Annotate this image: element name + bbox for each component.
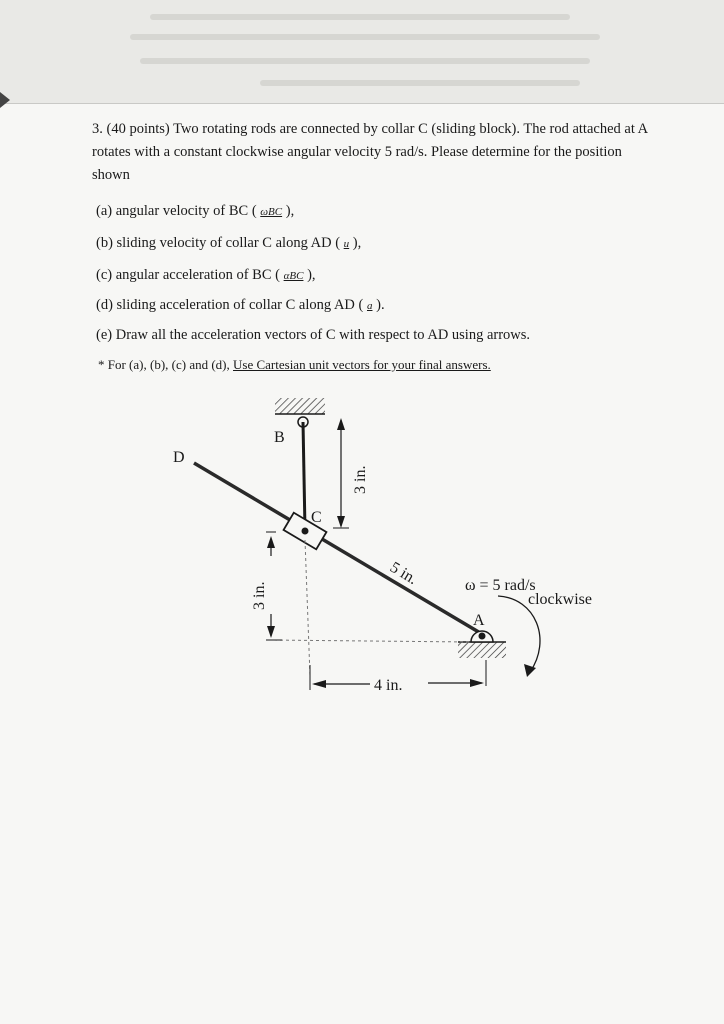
dashed-vertical-guide: [305, 540, 310, 676]
part-d-text: (d) sliding acceleration of collar C along AD (: [96, 297, 367, 313]
dimension-arrow-down: [337, 516, 345, 528]
label-dimension-rod: 5 in.: [386, 558, 421, 589]
label-c: C: [311, 509, 322, 526]
problem-line-3: shown: [92, 167, 130, 183]
part-e: (e) Draw all the acceleration vectors of C with respect to AD using arrows.: [96, 327, 531, 343]
a-symbol: a: [366, 300, 373, 312]
dimension-arrow-bottom-left: [312, 680, 326, 688]
problem-line-1: 3. (40 points) Two rotating rods are connected by collar C (sliding block). The rod attached at A: [92, 121, 649, 137]
part-c-end: ),: [303, 267, 316, 283]
part-b-text: (b) sliding velocity of collar C along AD (: [96, 235, 344, 251]
answer-note-underlined: Use Cartesian unit vectors for your final answers.: [233, 357, 491, 372]
alpha-bc-symbol: αBC: [283, 270, 304, 282]
problem-line-2: rotates with a constant clockwise angular velocity 5 rad/s. Please determine for the position: [92, 144, 622, 160]
rod-bc: [303, 422, 305, 530]
dashed-horizontal-guide: [268, 640, 470, 642]
label-d: D: [173, 449, 185, 466]
part-a-text: (a) angular velocity of BC (: [96, 203, 261, 219]
answer-note-prefix: * For (a), (b), (c) and (d),: [98, 357, 234, 372]
part-b-end: ),: [349, 235, 362, 251]
label-b: B: [274, 429, 285, 446]
part-a-end: ),: [282, 203, 295, 219]
rod-ad: [194, 463, 482, 634]
label-omega: ω = 5 rad/s: [465, 577, 536, 594]
label-dimension-horizontal: 4 in.: [374, 677, 403, 694]
pin-c: [302, 528, 309, 535]
pin-a: [479, 633, 486, 640]
ground-support-bottom: [458, 642, 506, 658]
omega-bc-symbol: ωBC: [260, 206, 283, 218]
dimension-arrow-bottom-right: [470, 679, 484, 687]
label-dimension-bc: 3 in.: [352, 465, 369, 494]
part-d-end: ).: [372, 297, 385, 313]
dimension-arrow-left-up: [267, 536, 275, 548]
label-a: A: [473, 612, 485, 629]
u-symbol: u: [343, 238, 350, 250]
dimension-arrow-left-down: [267, 626, 275, 638]
dimension-arrow-up: [337, 418, 345, 430]
part-c-text: (c) angular acceleration of BC (: [96, 267, 284, 283]
label-dimension-vertical: 3 in.: [251, 581, 268, 610]
label-clockwise: clockwise: [528, 591, 592, 608]
ground-support-top: [275, 398, 325, 414]
